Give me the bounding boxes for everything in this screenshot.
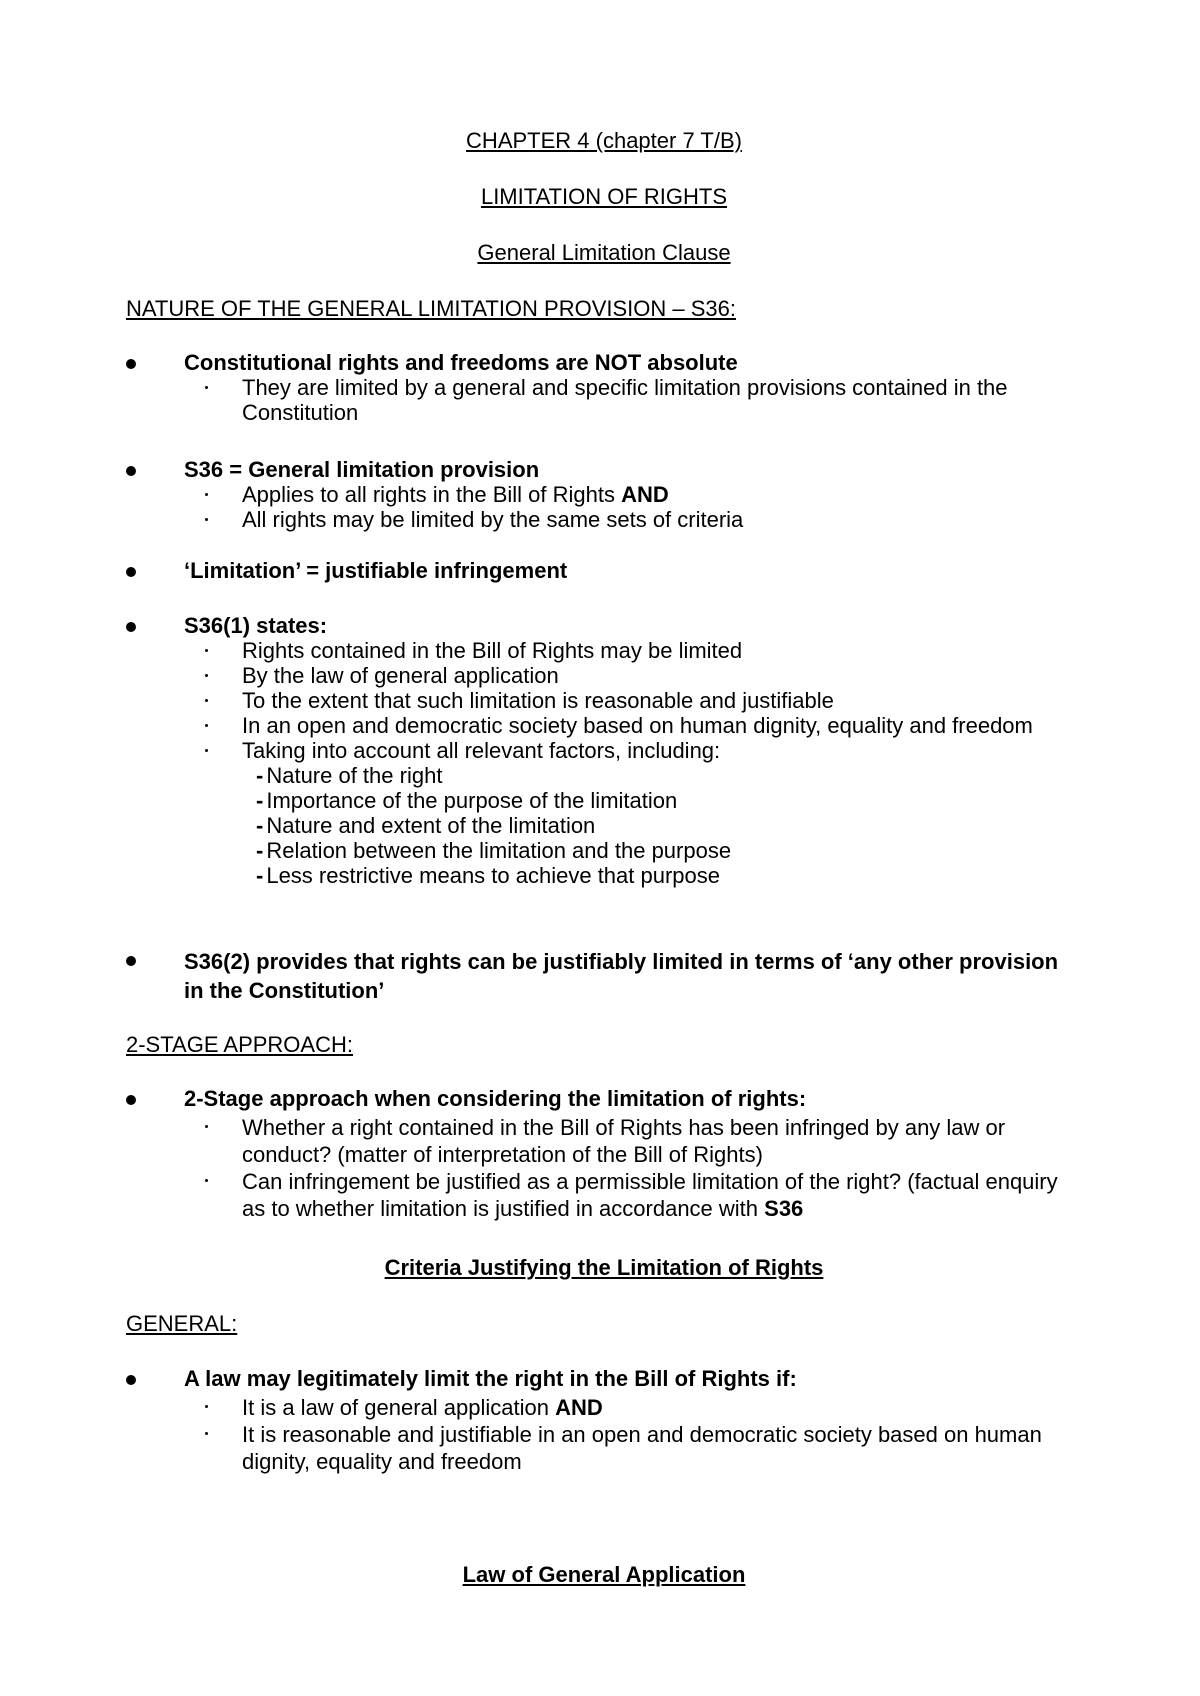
sub-bullet-icon: [205, 674, 208, 677]
bullet-text: ‘Limitation’ = justifiable infringement: [184, 558, 568, 583]
chapter-heading: CHAPTER 4 (chapter 7 T/B): [466, 128, 742, 153]
sub-bullet-icon: [205, 493, 208, 496]
sub-bullet-icon: [205, 1405, 208, 1408]
sub-item: It is reasonable and justifiable in an open and democratic society based on human dignity, equality and freedom: [0, 1421, 1200, 1475]
bullet-law-may-limit: [0, 1366, 1200, 1475]
criteria-heading: Criteria Justifying the Limitation of Rights: [384, 1255, 824, 1280]
bullet-limitation-definition: [0, 558, 1200, 583]
factor-item: - Relation between the limitation and the purpose: [256, 838, 732, 863]
bullet-text: S36(2) provides that rights can be justifiably limited in terms of ‘any other provision in the Constitution’: [184, 949, 1059, 1003]
bullet-constitutional-rights: [0, 350, 1200, 425]
section-title: LIMITATION OF RIGHTS: [480, 184, 728, 209]
sub-bullet-icon: [205, 699, 208, 702]
bullet-s36-1: [0, 613, 1200, 888]
sub-item: Taking into account all relevant factors, including:: [0, 738, 1200, 763]
factor-item: - Less restrictive means to achieve that purpose: [256, 863, 721, 888]
nature-heading: NATURE OF THE GENERAL LIMITATION PROVISION – S36:: [126, 296, 737, 321]
sub-bullet-icon: [205, 649, 208, 652]
bullet-icon: [126, 622, 136, 632]
sub-item: In an open and democratic society based on human dignity, equality and freedom: [0, 713, 1200, 738]
sub-item: By the law of general application: [0, 663, 1200, 688]
bullet-text: S36 = General limitation provision: [184, 457, 540, 482]
sub-bullet-icon: [205, 749, 208, 752]
sub-bullet-icon: [205, 724, 208, 727]
bullet-icon: [126, 567, 136, 577]
bullet-icon: [126, 1375, 136, 1385]
sub-item: They are limited by a general and specific limitation provisions contained in the Constitution: [0, 375, 1200, 425]
bullet-icon: [126, 359, 136, 369]
bullet-text: Constitutional rights and freedoms are NOT absolute: [184, 350, 738, 375]
bullet-text: A law may legitimately limit the right in the Bill of Rights if:: [184, 1366, 797, 1391]
bullet-s36-2: [0, 947, 1200, 1003]
bullet-two-stage: [0, 1086, 1200, 1222]
bullet-text: S36(1) states:: [184, 613, 328, 638]
sub-item: Can infringement be justified as a permissible limitation of the right? (factual enquiry as to whether limitation is justified in accordance with S36: [0, 1168, 1200, 1222]
factor-item: - Importance of the purpose of the limitation: [256, 788, 678, 813]
general-heading: GENERAL:: [126, 1311, 238, 1336]
sub-item: It is a law of general application AND: [0, 1394, 1200, 1421]
two-stage-heading: 2-STAGE APPROACH:: [126, 1032, 353, 1057]
sub-bullet-icon: [205, 1125, 208, 1128]
bullet-s36-general: [0, 457, 1200, 532]
bullet-icon: [126, 466, 136, 476]
factor-item: - Nature and extent of the limitation: [256, 813, 596, 838]
law-general-heading: Law of General Application: [462, 1562, 746, 1587]
sub-item: Applies to all rights in the Bill of Rights AND: [0, 482, 1200, 507]
sub-item: All rights may be limited by the same sets of criteria: [0, 507, 1200, 532]
sub-item: Rights contained in the Bill of Rights may be limited: [0, 638, 1200, 663]
sub-item: Whether a right contained in the Bill of Rights has been infringed by any law or conduct? (matter of interpretation of the Bill of Rights): [0, 1114, 1200, 1168]
sub-bullet-icon: [205, 1432, 208, 1435]
sub-bullet-icon: [205, 518, 208, 521]
bullet-icon: [126, 1095, 136, 1105]
factor-item: - Nature of the right: [256, 763, 443, 788]
bullet-text: 2-Stage approach when considering the limitation of rights:: [184, 1086, 807, 1111]
sub-item: To the extent that such limitation is reasonable and justifiable: [0, 688, 1200, 713]
sub-bullet-icon: [205, 386, 208, 389]
subsection-title: General Limitation Clause: [477, 240, 731, 265]
bullet-icon: [126, 956, 136, 966]
sub-bullet-icon: [205, 1179, 208, 1182]
